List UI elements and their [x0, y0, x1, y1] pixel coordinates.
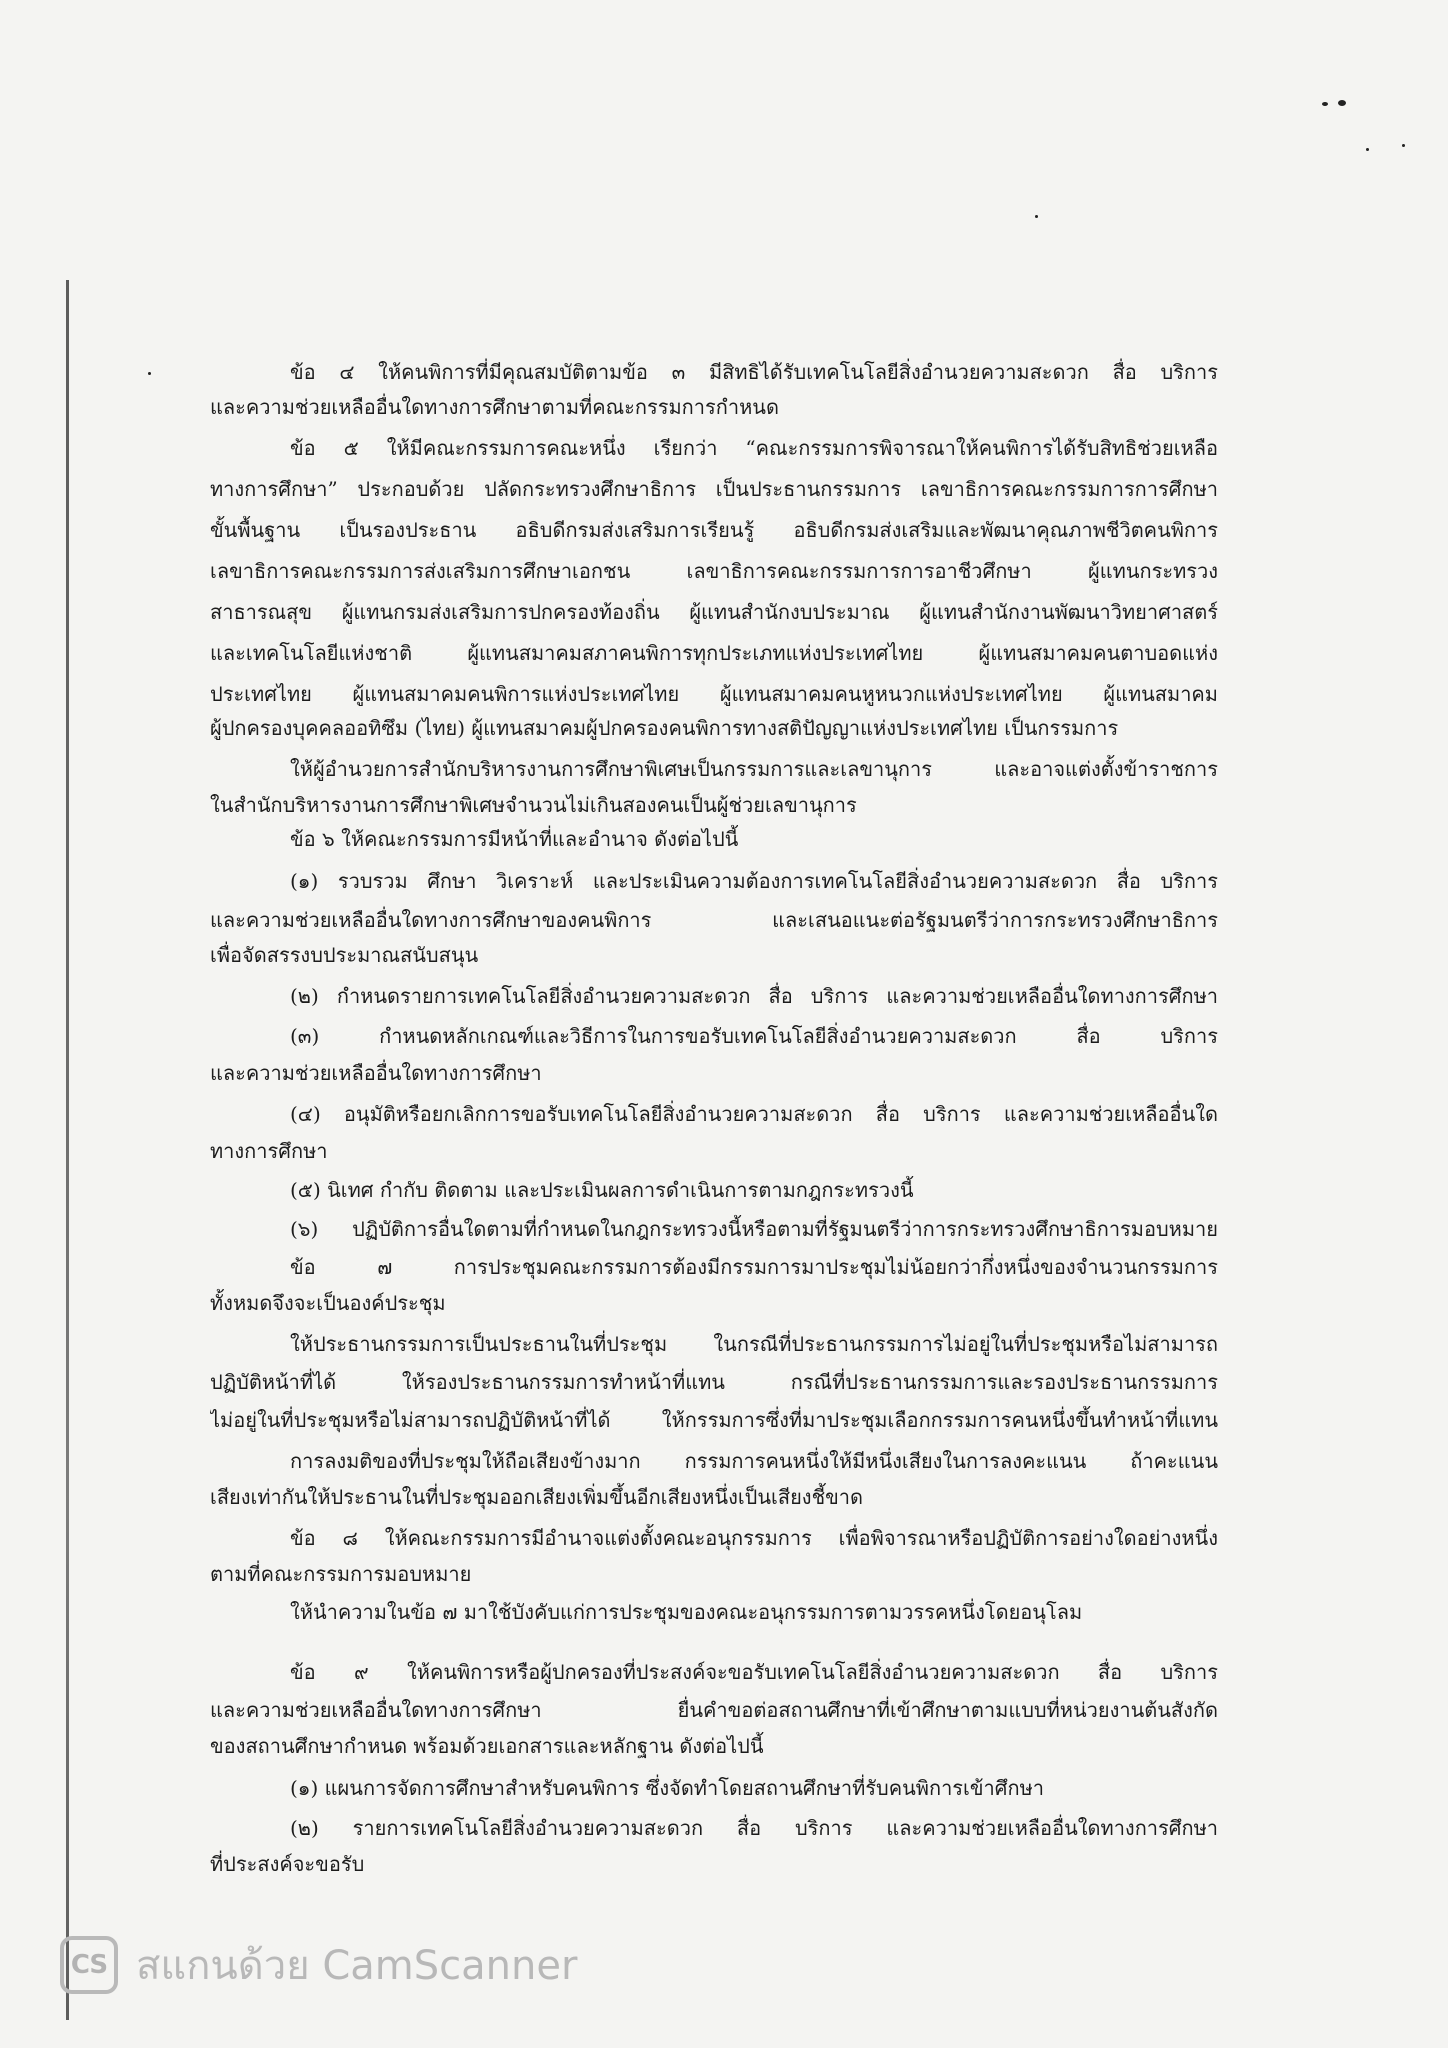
- camscanner-logo-icon: CS: [60, 1936, 118, 1994]
- text-line: (๒) รายการเทคโนโลยีสิ่งอำนวยความสะดวก สื่อ บริการ และความช่วยเหลืออื่นใดทางการศึกษา: [290, 1816, 1218, 1840]
- text-line: ไม่อยู่ในที่ประชุมหรือไม่สามารถปฏิบัติหน้าที่ได้ ให้กรรมการซึ่งที่มาประชุมเลือกกรรมการคนหนึ่งขึ้นทำหน้าที่แทน: [210, 1408, 1218, 1432]
- text-line: ให้ประธานกรรมการเป็นประธานในที่ประชุม ในกรณีที่ประธานกรรมการไม่อยู่ในที่ประชุมหรือไม่สามารถ: [290, 1332, 1218, 1356]
- text-line: ทางการศึกษา: [210, 1139, 328, 1163]
- text-line: ข้อ ๗ การประชุมคณะกรรมการต้องมีกรรมการมาประชุมไม่น้อยกว่ากึ่งหนึ่งของจำนวนกรรมการ: [290, 1255, 1218, 1279]
- text-line: และเทคโนโลยีแห่งชาติ ผู้แทนสมาคมสภาคนพิการทุกประเภทแห่งประเทศไทย ผู้แทนสมาคมคนตาบอดแห่ง: [210, 641, 1218, 665]
- text-line: และความช่วยเหลืออื่นใดทางการศึกษาของคนพิการ และเสนอแนะต่อรัฐมนตรีว่าการกระทรวงศึกษาธิการ: [210, 908, 1218, 932]
- text-line: เพื่อจัดสรรงบประมาณสนับสนุน: [210, 943, 479, 967]
- text-line: การลงมติของที่ประชุมให้ถือเสียงข้างมาก กรรมการคนหนึ่งให้มีหนึ่งเสียงในการลงคะแนน ถ้าคะแนน: [290, 1449, 1218, 1473]
- watermark-text: สแกนด้วย CamScanner: [136, 1943, 578, 1989]
- text-line: ประเทศไทย ผู้แทนสมาคมคนพิการแห่งประเทศไทย ผู้แทนสมาคมคนหูหนวกแห่งประเทศไทย ผู้แทนสมาคม: [210, 682, 1218, 706]
- text-line: (๑) รวบรวม ศึกษา วิเคราะห์ และประเมินความต้องการเทคโนโลยีสิ่งอำนวยความสะดวก สื่อ บริการ: [290, 869, 1218, 893]
- text-line: (๒) กำหนดรายการเทคโนโลยีสิ่งอำนวยความสะดวก สื่อ บริการ และความช่วยเหลืออื่นใดทางการศึกษา: [290, 984, 1218, 1008]
- text-line: และความช่วยเหลืออื่นใดทางการศึกษา ยื่นคำขอต่อสถานศึกษาที่เข้าศึกษาตามแบบที่หน่วยงานต้นสังกัด: [210, 1698, 1218, 1722]
- camscanner-watermark: [60, 1935, 577, 1995]
- text-line: และความช่วยเหลืออื่นใดทางการศึกษา: [210, 1061, 542, 1085]
- text-line: ตามที่คณะกรรมการมอบหมาย: [210, 1562, 472, 1586]
- text-line: ข้อ ๙ ให้คนพิการหรือผู้ปกครองที่ประสงค์จะขอรับเทคโนโลยีสิ่งอำนวยความสะดวก สื่อ บริการ: [290, 1660, 1218, 1684]
- text-line: ให้นำความในข้อ ๗ มาใช้บังคับแก่การประชุมของคณะอนุกรรมการตามวรรคหนึ่งโดยอนุโลม: [290, 1600, 1083, 1624]
- text-line: ผู้ปกครองบุคคลออทิซึม (ไทย) ผู้แทนสมาคมผู้ปกครองคนพิการทางสติปัญญาแห่งประเทศไทย เป็นกรรมการ: [210, 716, 1119, 740]
- text-line: ทั้งหมดจึงจะเป็นองค์ประชุม: [210, 1291, 446, 1315]
- text-line: (๑) แผนการจัดการศึกษาสำหรับคนพิการ ซึ่งจัดทำโดยสถานศึกษาที่รับคนพิการเข้าศึกษา: [290, 1776, 1045, 1800]
- text-line: ปฏิบัติหน้าที่ได้ ให้รองประธานกรรมการทำหน้าที่แทน กรณีที่ประธานกรรมการและรองประธานกรรมการ: [210, 1370, 1218, 1394]
- text-line: (๕) นิเทศ กำกับ ติดตาม และประเมินผลการดำเนินการตามกฎกระทรวงนี้: [290, 1178, 914, 1202]
- text-line: เสียงเท่ากันให้ประธานในที่ประชุมออกเสียงเพิ่มขึ้นอีกเสียงหนึ่งเป็นเสียงชี้ขาด: [210, 1485, 864, 1509]
- text-line: (๖) ปฏิบัติการอื่นใดตามที่กำหนดในกฎกระทรวงนี้หรือตามที่รัฐมนตรีว่าการกระทรวงศึกษาธิการมอบหมาย: [290, 1217, 1218, 1241]
- text-line: ทางการศึกษา” ประกอบด้วย ปลัดกระทรวงศึกษาธิการ เป็นประธานกรรมการ เลขาธิการคณะกรรมการการศึกษา: [210, 477, 1218, 501]
- text-line: ของสถานศึกษากำหนด พร้อมด้วยเอกสารและหลักฐาน ดังต่อไปนี้: [210, 1734, 764, 1758]
- text-line: ที่ประสงค์จะขอรับ: [210, 1852, 365, 1876]
- text-line: (๔) อนุมัติหรือยกเลิกการขอรับเทคโนโลยีสิ่งอำนวยความสะดวก สื่อ บริการ และความช่วยเหลืออื่นใด: [290, 1102, 1218, 1126]
- text-line: (๓) กำหนดหลักเกณฑ์และวิธีการในการขอรับเทคโนโลยีสิ่งอำนวยความสะดวก สื่อ บริการ: [290, 1024, 1218, 1048]
- text-line: เลขาธิการคณะกรรมการส่งเสริมการศึกษาเอกชน เลขาธิการคณะกรรมการการอาชีวศึกษา ผู้แทนกระทรวง: [210, 559, 1218, 583]
- text-line: ข้อ ๕ ให้มีคณะกรรมการคณะหนึ่ง เรียกว่า “คณะกรรมการพิจารณาให้คนพิการได้รับสิทธิช่วยเหลือ: [290, 436, 1218, 460]
- text-line: ข้อ ๔ ให้คนพิการที่มีคุณสมบัติตามข้อ ๓ มีสิทธิได้รับเทคโนโลยีสิ่งอำนวยความสะดวก สื่อ บริการ: [290, 360, 1218, 384]
- text-line: และความช่วยเหลืออื่นใดทางการศึกษาตามที่คณะกรรมการกำหนด: [210, 395, 779, 419]
- text-line: ขั้นพื้นฐาน เป็นรองประธาน อธิบดีกรมส่งเสริมการเรียนรู้ อธิบดีกรมส่งเสริมและพัฒนาคุณภาพชีวิตคนพิการ: [210, 518, 1218, 542]
- text-line: ให้ผู้อำนวยการสำนักบริหารงานการศึกษาพิเศษเป็นกรรมการและเลขานุการ และอาจแต่งตั้งข้าราชการ: [290, 757, 1218, 781]
- text-line: สาธารณสุข ผู้แทนกรมส่งเสริมการปกครองท้องถิ่น ผู้แทนสำนักงบประมาณ ผู้แทนสำนักงานพัฒนาวิทยาศาสตร์: [210, 600, 1218, 624]
- text-line: ข้อ ๘ ให้คณะกรรมการมีอำนาจแต่งตั้งคณะอนุกรรมการ เพื่อพิจารณาหรือปฏิบัติการอย่างใดอย่างหนึ่ง: [290, 1526, 1218, 1550]
- text-line: ข้อ ๖ ให้คณะกรรมการมีหน้าที่และอำนาจ ดังต่อไปนี้: [290, 827, 739, 851]
- text-line: ในสำนักบริหารงานการศึกษาพิเศษจำนวนไม่เกินสองคนเป็นผู้ช่วยเลขานุการ: [210, 793, 857, 817]
